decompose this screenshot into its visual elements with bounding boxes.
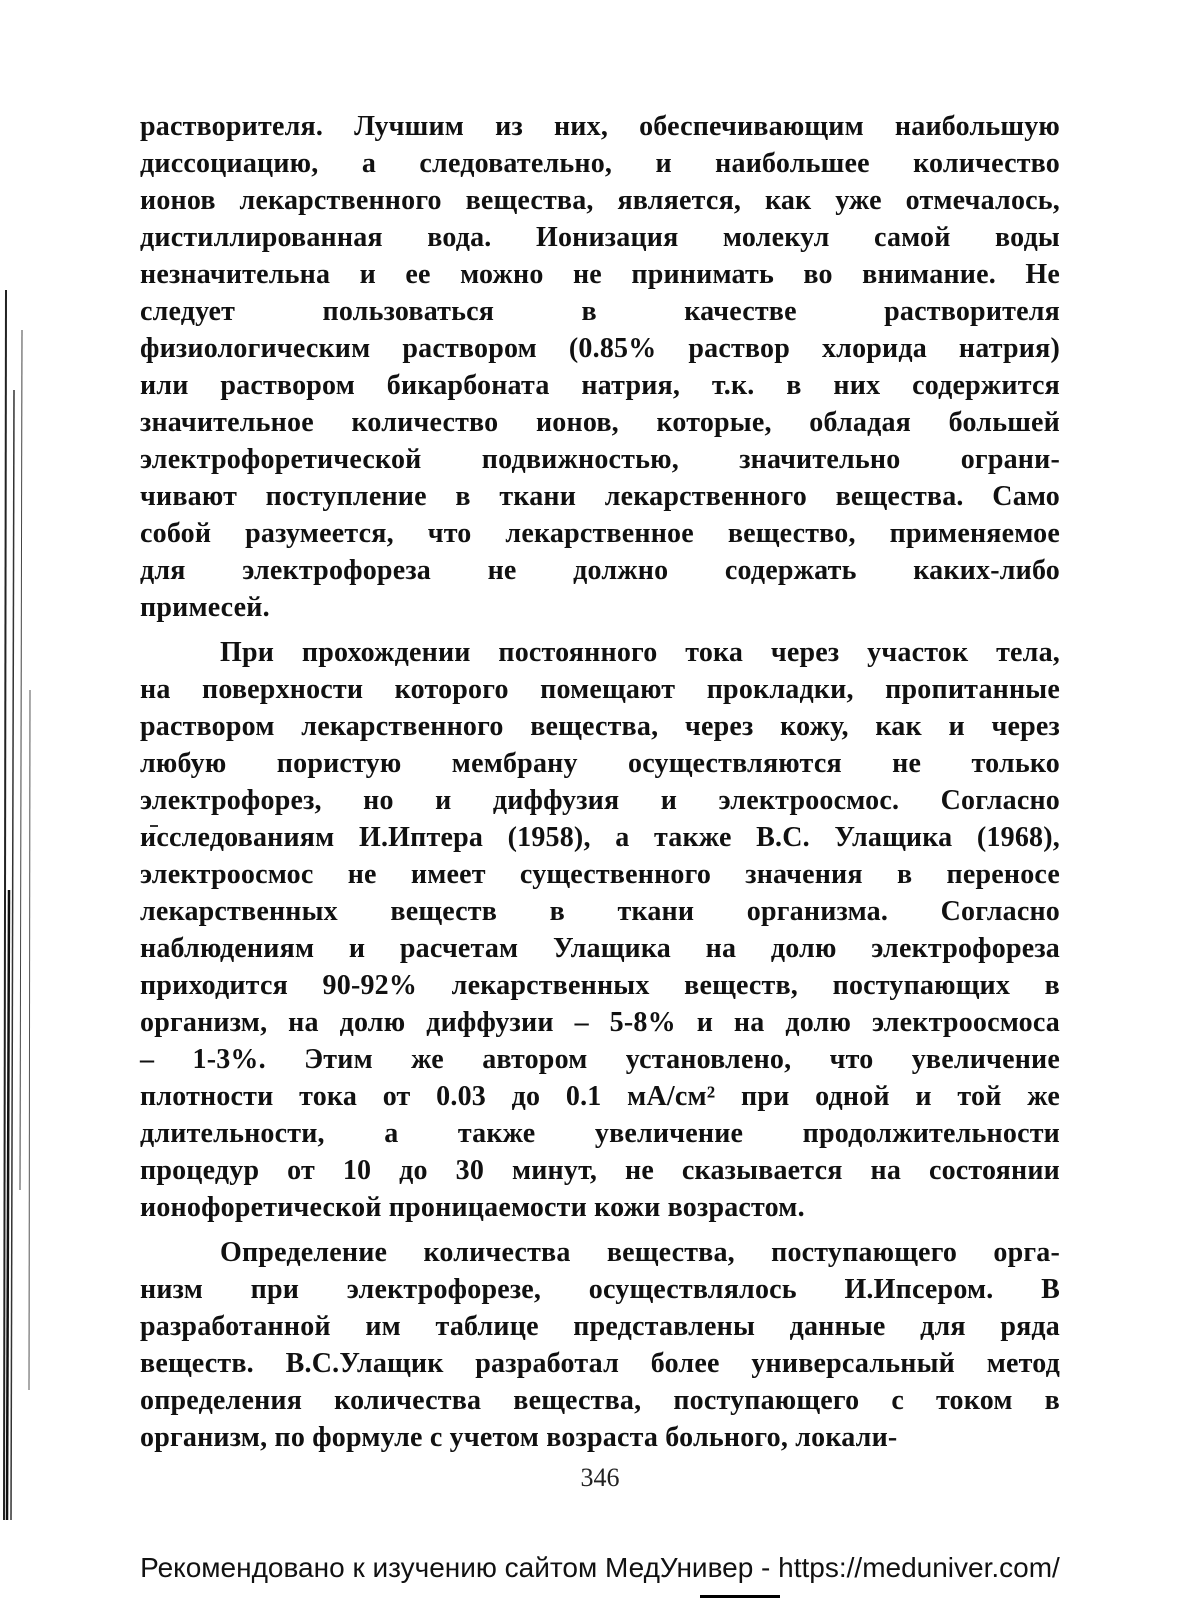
text-line: значительное количество ионов, которые, обладая большей	[140, 407, 1060, 438]
text-line: – 1-3%. Этим же автором установлено, что увеличение	[140, 1044, 1060, 1075]
text-line: примесей.	[140, 592, 270, 623]
text-line: собой разумеется, что лекарственное вещество, применяемое	[140, 518, 1060, 549]
text-line: процедур от 10 до 30 минут, не сказывается на состоянии	[140, 1155, 1060, 1186]
text-line: незначительна и ее можно не принимать во внимание. Не	[140, 259, 1060, 290]
text-line: наблюдениям и расчетам Улащика на долю электрофореза	[140, 933, 1060, 964]
text-line: для электрофореза не должно содержать каких-либо	[140, 555, 1060, 586]
text-line: плотности тока от 0.03 до 0.1 мА/см² при одной и той же	[140, 1081, 1060, 1112]
text-line: следует пользоваться в качестве растворителя	[140, 296, 1060, 327]
page-number: 346	[580, 1463, 620, 1492]
text-line: организм, на долю диффузии – 5-8% и на долю электроосмоса	[140, 1007, 1060, 1038]
text-line: дистиллированная вода. Ионизация молекул самой воды	[140, 222, 1060, 253]
text-line: электрофорез, но и диффузия и электроосмос. Согласно	[140, 785, 1060, 816]
body-text	[140, 108, 1060, 1456]
text-line: диссоциацию, а следовательно, и наибольшее количество	[140, 148, 1060, 179]
footer-underline-mark	[700, 1595, 780, 1598]
paragraph-gap	[140, 626, 1060, 634]
scan-edge-artifact	[0, 290, 42, 1520]
text-line: лекарственных веществ в ткани организма. Согласно	[140, 896, 1060, 927]
text-line: веществ. В.С.Улащик разработал более универсальный метод	[140, 1348, 1060, 1379]
text-line: приходится 90-92% лекарственных веществ, поступающих в	[140, 970, 1060, 1001]
text-line: растворителя. Лучшим из них, обеспечивающим наибольшую	[140, 111, 1060, 142]
text-line: разработанной им таблице представлены данные для ряда	[140, 1311, 1060, 1342]
paragraph-gap	[140, 1226, 1060, 1234]
text-line: Определение количества вещества, поступающего орга-	[220, 1237, 1060, 1268]
text-line: чивают поступление в ткани лекарственного вещества. Само	[140, 481, 1060, 512]
footer-recommendation: Рекомендовано к изучению сайтом МедУнивер - https://meduniver.com/	[140, 1552, 1060, 1583]
text-line: или раствором бикарбоната натрия, т.к. в них содержится	[140, 370, 1060, 401]
text-line: электрофоретической подвижностью, значительно ограни-	[140, 444, 1060, 475]
text-line: электроосмос не имеет существенного значения в переносе	[140, 859, 1060, 890]
text-line: определения количества вещества, поступающего с током в	[140, 1385, 1060, 1416]
paragraph	[140, 1234, 1060, 1456]
text-line: раствором лекарственного вещества, через кожу, как и через	[140, 711, 1060, 742]
text-line: исследованиям И.Иптера (1958), а также В.С. Улащика (1968),	[140, 822, 1060, 853]
text-line: физиологическим раствором (0.85% раствор хлорида натрия)	[140, 333, 1060, 364]
text-line: ионофоретической проницаемости кожи возрастом.	[140, 1192, 805, 1223]
text-line: ионов лекарственного вещества, является, как уже отмечалось,	[140, 185, 1060, 216]
text-line: организм, по формуле с учетом возраста больного, локали-	[140, 1422, 898, 1453]
text-line: длительности, а также увеличение продолжительности	[140, 1118, 1060, 1149]
text-line: При прохождении постоянного тока через участок тела,	[220, 637, 1060, 668]
paragraph	[140, 108, 1060, 626]
text-line: на поверхности которого помещают прокладки, пропитанные	[140, 674, 1060, 705]
paragraph	[140, 634, 1060, 1226]
text-line: низм при электрофорезе, осуществлялось И.Ипсером. В	[140, 1274, 1060, 1305]
text-line: любую пористую мембрану осуществляются не только	[140, 748, 1060, 779]
